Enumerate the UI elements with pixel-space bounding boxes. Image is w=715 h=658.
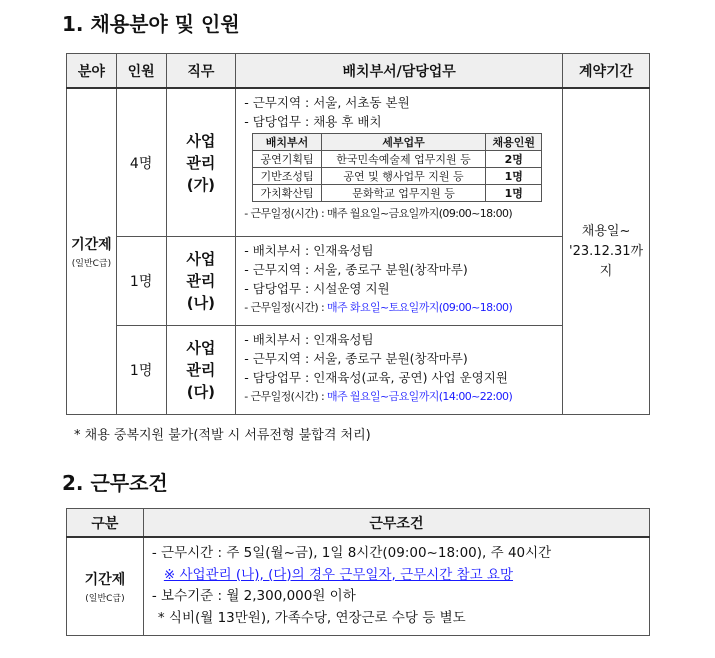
table-row xyxy=(67,237,650,326)
division-sub: (일반C급) xyxy=(71,259,112,269)
table-row xyxy=(67,88,650,237)
tasks-cell xyxy=(236,88,563,237)
work-schedule: - 근무일정(시간) : 매주 월요일~금요일까지(14:00~22:00) xyxy=(244,390,513,403)
duty-cell: 사업 관리 (가) xyxy=(166,88,236,237)
table-row xyxy=(67,326,650,415)
header-division: 분야 xyxy=(67,54,117,89)
count-cell: 1명 xyxy=(116,326,166,415)
tasks-cell: - 배치부서 : 인재육성팀 - 근무지역 : 서울, 종로구 분원(창작마루) - 담당업무 : 인재육성(교육, 공연) 사업 운영지원 - 근무일정(시간) : 매주 월요일~금요일까지(14:00~22:00) xyxy=(236,326,563,415)
subtable-row: 가치확산팀 문화학교 업무지원 등 1명 xyxy=(253,185,542,202)
section1-title: 1. 채용분야 및 인원 xyxy=(62,12,240,36)
work-location: - 근무지역 : 서울, 서초동 본원 xyxy=(244,95,410,110)
table-header-row xyxy=(67,509,650,538)
header-contract: 계약기간 xyxy=(563,54,650,89)
dept-subtable: 배치부서 세부업무 채용인원 공연기획팀 한국민속예술제 업무지원 등 2명 기반조성팀 공연 및 행사업무 지원 등 1명 가치확산팀 문화학교 업무지원 등 1명 xyxy=(252,133,542,202)
section2-title: 2. 근무조건 xyxy=(62,471,168,495)
pay-standard: - 보수기준 : 월 2,300,000원 이하 xyxy=(151,588,356,604)
duplicate-application-note: * 채용 중복지원 불가(적발 시 서류전형 불합격 처리) xyxy=(74,428,371,443)
division-cell: 기간제 (일반C급) xyxy=(67,537,144,636)
assigned-task: - 담당업무 : 채용 후 배치 xyxy=(244,114,382,129)
header-dept-tasks: 배치부서/담당업무 xyxy=(236,54,563,89)
contract-cell: 채용일~ '23.12.31까지 xyxy=(563,88,650,415)
tasks-cell: - 배치부서 : 인재육성팀 - 근무지역 : 서울, 종로구 분원(창작마루) - 담당업무 : 시설운영 지원 - 근무일정(시간) : 매주 화요일~토요일까지(09:00~18:00) xyxy=(236,237,563,326)
hours-note: ※ 사업관리 (나), (다)의 경우 근무일자, 근무시간 참고 요망 xyxy=(163,566,514,583)
subtable-row: 공연기획팀 한국민속예술제 업무지원 등 2명 xyxy=(253,151,542,168)
division-cell xyxy=(67,88,117,415)
table-header-row xyxy=(67,54,650,89)
header-count: 인원 xyxy=(116,54,166,89)
duty-cell: 사업 관리 (다) xyxy=(166,326,236,415)
allowance-note: * 식비(월 13만원), 가족수당, 연장근로 수당 등 별도 xyxy=(157,609,466,626)
duty-cell: 사업 관리 (나) xyxy=(166,237,236,326)
work-schedule: - 근무일정(시간) : 매주 월요일~금요일까지(09:00~18:00) xyxy=(244,207,513,220)
recruitment-table xyxy=(66,53,650,415)
count-cell: 1명 xyxy=(116,237,166,326)
subtable-row: 기반조성팀 공연 및 행사업무 지원 등 1명 xyxy=(253,168,542,185)
header-conditions: 근무조건 xyxy=(143,509,649,538)
header-category: 구분 xyxy=(67,509,144,538)
header-duty: 직무 xyxy=(166,54,236,89)
table-row xyxy=(67,537,650,636)
division-label: 기간제 xyxy=(71,237,112,253)
work-conditions-table xyxy=(66,508,650,636)
count-cell: 4명 xyxy=(116,88,166,237)
work-schedule: - 근무일정(시간) : 매주 화요일~토요일까지(09:00~18:00) xyxy=(244,301,513,314)
work-hours: - 근무시간 : 주 5일(월~금), 1일 8시간(09:00~18:00), 주 40시간 xyxy=(151,545,552,561)
conditions-cell xyxy=(143,537,649,636)
